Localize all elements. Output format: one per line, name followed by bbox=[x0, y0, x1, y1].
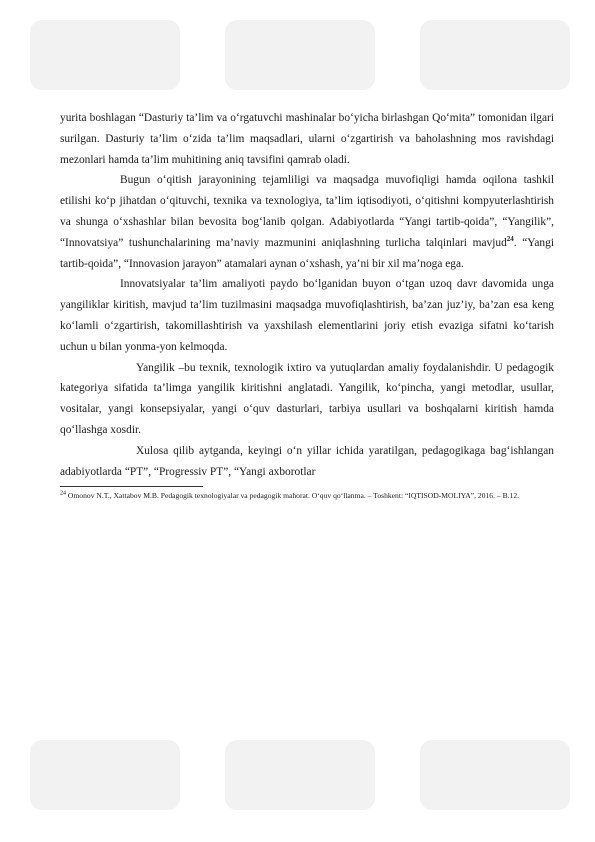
footnote-text: Omonov N.T., Xattabov M.B. Pedagogik texnologiyalar va pedagogik mahorat. O‘quv qo‘llanma. – Toshkent: “IQTISOD-MOLIYA”, 2016. – B.12. bbox=[67, 491, 520, 501]
document-body bbox=[60, 108, 554, 502]
footnote-number: 24 bbox=[60, 490, 66, 497]
paragraph-5: Xulosa qilib aytganda, keyingi o‘n yillar ichida yaratilgan, pedagogikaga bag‘ishlangan adabiyotlarda “PT”, “Progressiv PT”, “Yangi axborotlar bbox=[60, 444, 554, 478]
footnote bbox=[60, 491, 554, 502]
paragraph-3: Innovatsiyalar ta’lim amaliyoti paydo bo‘lganidan buyon o‘tgan uzoq davr davomida unga yangiliklar kiritish, mavjud ta’lim tuzilmasini maqsadga muvofiqlashtirish, ba’zan juz’iy, ba’zan esa keng ko‘lamli o‘zgartirish, takomillashtirish va yaxshilash elementlarini joriy etish evaziga sifatni ko‘tarish uchun u bilan yonma-yon kelmoqda. bbox=[60, 278, 554, 353]
footnote-reference[interactable]: 24 bbox=[506, 234, 514, 243]
paragraph-4: Yangilik –bu texnik, texnologik ixtiro va yutuqlardan amaliy foydalanishdir. U pedagogik kategoriya sifatida ta’limga yangilik kiritishni anglatadi. Yangilik, ko‘pincha, yangi metodlar, usullar, vositalar, yangi konsepsiyalar, yangi o‘quv dasturlari, tarbiya usullari va boshqalarni kiritish hamda qo‘llashga xosdir. bbox=[60, 361, 554, 436]
footnote-divider bbox=[60, 486, 203, 487]
paragraph-1: yurita boshlagan “Dasturiy ta’lim va o‘rgatuvchi mashinalar bo‘yicha birlashgan Qo‘mita” tomonidan ilgari surilgan. Dasturiy ta’lim o‘zida ta’lim maqsadlari, ularni o‘zgartirish va baholashning mos ravishdagi mezonlari hamda ta’lim muhitining aniq tavsifini qamrab oladi. bbox=[60, 112, 554, 166]
paragraph-2: Bugun o‘qitish jarayonining tejamliligi va maqsadga muvofiqligi hamda oqilona tashkil etilishi ko‘p jihatdan o‘qituvchi, texnika va texnologiya, ta’lim iqtisodiyoti, o‘qitishni kompyuterlashtirish va shunga o‘xshashlar bilan bevosita bog‘lanib qolgan. Adabiyotlarda “Yangi tartib-qoida”, “Yangilik”, “Innovatsiya” tushunchalarining ma’naviy mazmunini aniqlashning turlicha talqinlari mavjud$^{24}$. “Yangi tartib-qoida”, “Innovasion jarayon” atamalari aynan o‘xshash, ya’ni bir xil ma’noga ega. bbox=[60, 174, 554, 270]
